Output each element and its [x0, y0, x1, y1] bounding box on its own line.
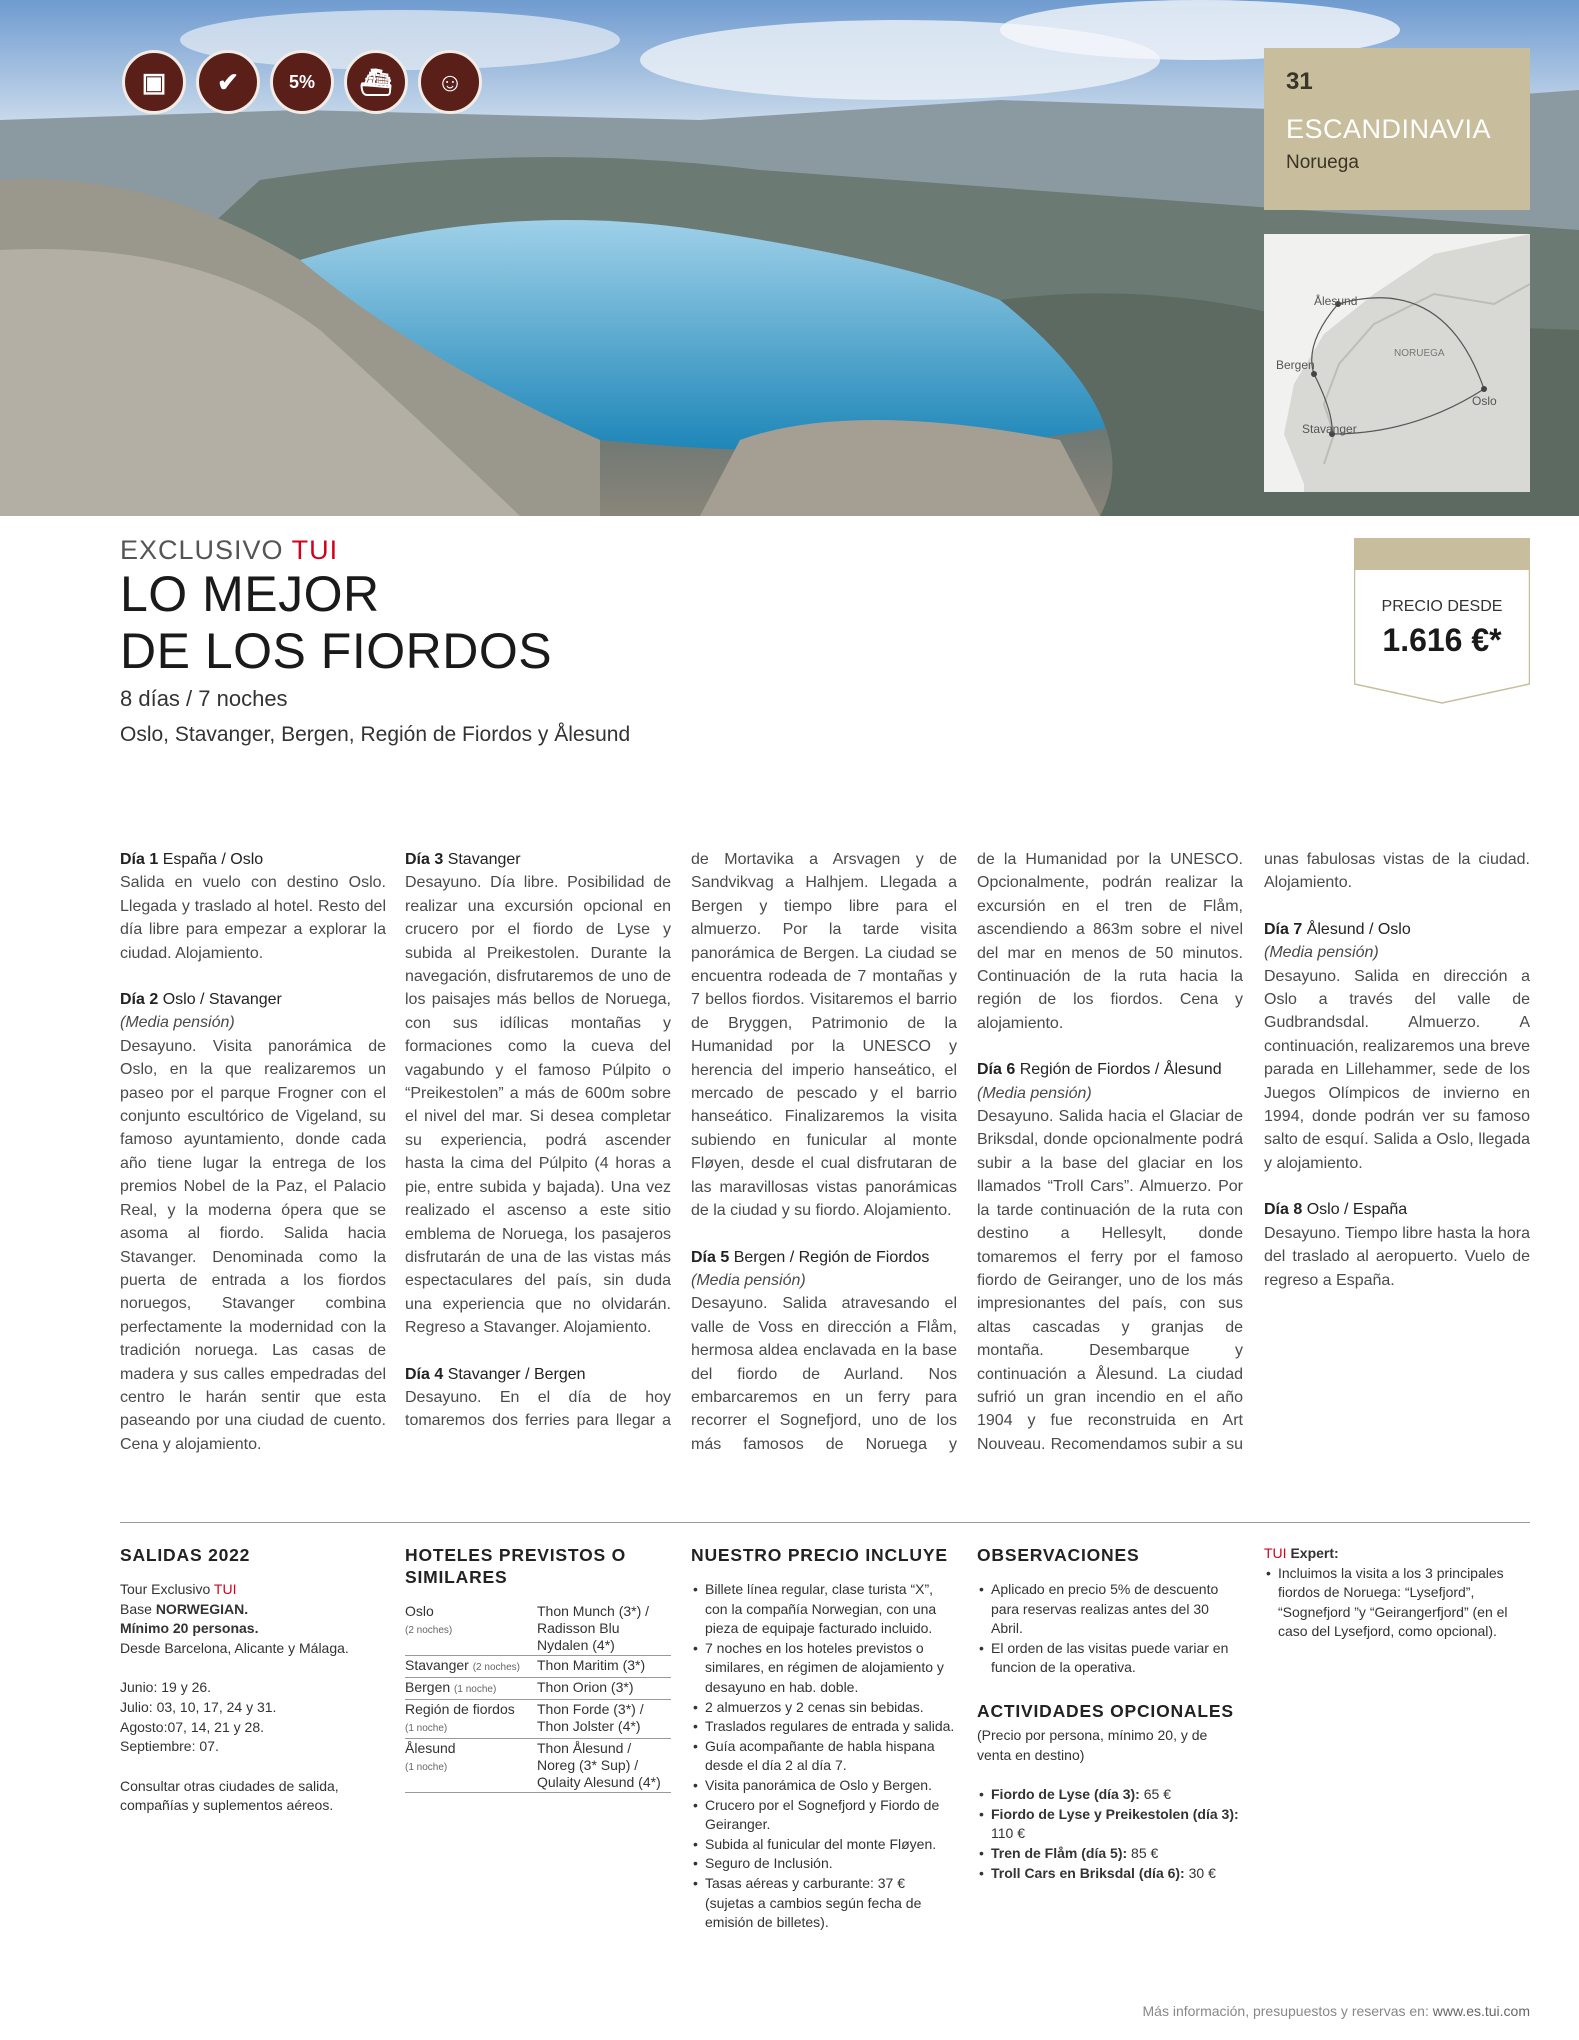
page-number: 31: [1286, 68, 1313, 95]
route-map: [1264, 234, 1530, 492]
list-item: • 2 almuerzos y 2 cenas sin bebidas.: [691, 1698, 957, 1718]
day-4-body: Desayuno. En el día de hoy tomaremos dos ferries para llegar a: [405, 1388, 671, 1430]
day-2-heading: Día 2 Oslo / Stavanger: [120, 991, 282, 1009]
day-5-body: Desayuno. Salida atravesando el valle de Voss en dirección a Flåm, hermosa aldea enclavada en la base del fiordo de Aurland. Nos embarcaremos en un ferry para recorrer el Sognefjord, uno de los más famosos de Noruega y: [691, 1295, 957, 1453]
day-1-heading: Día 1 España / Oslo: [120, 851, 264, 868]
incluye-section: [691, 1544, 957, 1933]
map-label-noruega: NORUEGA: [1394, 348, 1445, 359]
price-badge-frame: [1354, 538, 1530, 704]
actividades-list: [977, 1785, 1243, 1883]
exclusive-label: [120, 535, 338, 566]
list-item: • Fiordo de Lyse y Preikestolen (día 3): 110 €: [977, 1805, 1243, 1844]
incluye-list: [691, 1580, 957, 1933]
hoteles-heading: HOTELES PREVISTOS O SIMILARES: [405, 1545, 627, 1587]
itinerary-column-4: [977, 848, 1243, 1456]
salidas-junio: Junio: 19 y 26.: [120, 1679, 212, 1696]
salidas-tour: Tour Exclusivo TUI: [120, 1581, 237, 1597]
hotels-table: [405, 1602, 671, 1793]
day-7-meal-plan: (Media pensión): [1264, 944, 1379, 962]
observaciones-heading: OBSERVACIONES: [977, 1545, 1140, 1565]
day-2-meal-plan: (Media pensión): [120, 1014, 235, 1032]
list-item: • Aplicado en precio 5% de descuento para reservas realizas antes del 30 Abril.: [977, 1580, 1243, 1639]
salidas-consultar: Consultar otras ciudades de salida, compañías y suplementos aéreos.: [120, 1777, 339, 1814]
map-label-stavanger: Stavanger: [1302, 422, 1357, 436]
salidas-agosto: Agosto:07, 14, 21 y 28.: [120, 1718, 264, 1735]
laptop-icon: ▣: [122, 50, 186, 114]
table-row: Stavanger (2 noches) Thon Maritim (3*): [405, 1656, 671, 1678]
tui-smile-icon: ☺: [418, 50, 482, 114]
table-row: Oslo (2 noches) Thon Munch (3*) / Radisson Blu Nydalen (4*): [405, 1602, 671, 1656]
price-value: 1.616 €*: [1382, 622, 1502, 658]
destination-box: [1264, 48, 1530, 210]
itinerary-column-3: [691, 848, 957, 1456]
list-item: • Crucero por el Sognefjord y Fiordo de Geiranger.: [691, 1796, 957, 1835]
list-item: • Guía acompañante de habla hispana desde el día 2 al día 7.: [691, 1737, 957, 1776]
itinerary-column-2: [405, 848, 671, 1433]
tui-expert-section: [1264, 1544, 1530, 1642]
footer-text: Más información, presupuestos y reservas en:: [1142, 2003, 1433, 2019]
day-6-heading: Día 6 Región de Fiordos / Ålesund: [977, 1061, 1222, 1079]
salidas-heading: SALIDAS 2022: [120, 1545, 251, 1565]
page-title: [120, 566, 552, 680]
day-4-body-continued: de Mortavika a Arsvagen y de Sandvikvag a Halhjem. Llegada a Bergen y tiempo libre para el almuerzo. Por la tarde visita panorámica de Bergen. La ciudad se encuentra rodeada de 7 montañas y 7 bellos fiordos. Visitaremos el barrio de Bryggen, Patrimonio de la Humanidad por la UNESCO y herencia del imperio hanseático, el mercado de pescado y el barrio hanseático. Finalizaremos la visita subiendo en funicular al monte Fløyen, desde el cual disfrutaran de las maravillosas vistas panorámicas de la ciudad y su fiordo. Alojamiento.: [691, 851, 957, 1220]
day-3-heading: Día 3 Stavanger: [405, 851, 521, 868]
day-2-body: Desayuno. Visita panorámica de Oslo, en la que realizaremos un paseo por el parque Frogner con el conjunto escultórico de Vigeland, su famoso ayuntamiento, donde cada año tiene lugar la entrega de los premios Nobel de la Paz, el Palacio Real, y la moderna ópera que se asoma al fiordo. Salida hacia Stavanger. Denominada como la puerta de entrada a los fiordos noruegos, Stavanger combina perfectamente la modernidad con la tradición noruega. Las casas de madera y sus calles empedradas del centro le harán sentir que esta paseando por una ciudad de cuento. Cena y alojamiento.: [120, 1037, 386, 1453]
price-label: PRECIO DESDE: [1381, 598, 1503, 615]
actividades-note: (Precio por persona, mínimo 20, y de venta en destino): [977, 1726, 1208, 1763]
day-8-heading: Día 8 Oslo / España: [1264, 1201, 1408, 1219]
discount-icon: 5%: [270, 50, 334, 114]
map-label-alesund: Ålesund: [1314, 294, 1358, 308]
day-8-body: Desayuno. Tiempo libre hasta la hora del traslado al aeropuerto. Vuelo de regreso a España.: [1264, 1224, 1530, 1289]
salidas-minimo: Mínimo 20 personas.: [120, 1620, 259, 1637]
price-badge: [1354, 538, 1530, 704]
list-item: • 7 noches en los hoteles previstos o similares, en régimen de alojamiento y desayuno en hab. doble.: [691, 1639, 957, 1698]
list-item: • Subida al funicular del monte Fløyen.: [691, 1835, 957, 1855]
incluye-heading: NUESTRO PRECIO INCLUYE: [691, 1545, 948, 1565]
list-item: • El orden de las visitas puede variar en funcion de la operativa.: [977, 1639, 1243, 1678]
list-item: • Fiordo de Lyse (día 3): 65 €: [977, 1785, 1243, 1805]
feature-icons: [122, 50, 482, 114]
list-item: • Seguro de Inclusión.: [691, 1854, 957, 1874]
day-3-body: Desayuno. Día libre. Posibilidad de realizar una excursión opcional en crucero por el fiordo de Lyse y subida al Preikestolen. Durante la navegación, disfrutaremos de uno de los paisajes más bellos de Noruega, con sus idílicas montañas y formaciones como la cueva del vagabundo y el famoso Púlpito o “Preikestolen” a más de 600m sobre el nivel del mar. Si desea completar su experiencia, podrá ascender hasta la cima del Púlpito (4 horas a pie, entre subida y bajada). Una vez realizado el ascenso a este sitio emblema de Noruega, los pasajeros disfrutarán de una de las vistas más espectaculares del país, sin duda una experiencia que no olvidarán. Regreso a Stavanger. Alojamiento.: [405, 874, 671, 1337]
footer-url[interactable]: www.es.tui.com: [1432, 2003, 1530, 2019]
list-item: • Billete línea regular, clase turista “X”, con la compañía Norwegian, con una pieza de equipaje facturado incluido.: [691, 1580, 957, 1639]
list-item: • Visita panorámica de Oslo y Bergen.: [691, 1776, 957, 1796]
title-line-1: LO MEJOR: [120, 566, 380, 622]
day-4-heading: Día 4 Stavanger / Bergen: [405, 1365, 586, 1383]
salidas-base: Base NORWEGIAN.: [120, 1600, 249, 1617]
list-item: • Troll Cars en Briksdal (día 6): 30 €: [977, 1864, 1243, 1884]
hoteles-section: [405, 1544, 671, 1793]
itinerary-column-5: [1264, 848, 1530, 1292]
tui-expert-heading: TUI Expert:: [1264, 1545, 1339, 1561]
observaciones-section: [977, 1544, 1243, 1883]
list-item: • Incluimos la visita a los 3 principales fiordos de Noruega: “Lysefjord”, “Sognefjord ”y “Geirangerfjord” (en el caso del Lysefjord, como opcional).: [1264, 1564, 1530, 1642]
itinerary-column-1: [120, 848, 386, 1456]
table-row: Ålesund (1 noche) Thon Ålesund / Noreg (3* Sup) / Qulaity Alesund (4*): [405, 1739, 671, 1793]
footer: [1143, 2003, 1531, 2019]
list-item: • Tasas aéreas y carburante: 37 € (sujetas a cambios según fecha de emisión de billetes).: [691, 1874, 957, 1933]
trip-route: Oslo, Stavanger, Bergen, Región de Fiordos y Ålesund: [120, 723, 631, 746]
day-6-body: Desayuno. Salida hacia el Glaciar de Briksdal, donde opcionalmente podrá subir a la base del glaciar en los llamados “Troll Cars”. Almuerzo. Por la tarde continuación de la ruta con destino a Hellesylt, donde tomaremos el ferry por el famoso fiordo de Geiranger, uno de los más impresionantes del país, con sus altas cascadas y granjas de montaña. Desembarque y continuación a Ålesund. La ciudad sufrió un gran incendio en el año 1904 y fue reconstruida en Art Nouveau. Recomendamos subir a su: [977, 1108, 1243, 1453]
ship-icon: ⛴: [344, 50, 408, 114]
table-row: Bergen (1 noche) Thon Orion (3*): [405, 1678, 671, 1700]
day-5-body-continued: de la Humanidad por la UNESCO. Opcionalmente, podrán realizar la excursión en el tren de Flåm, ascendiendo a 863m sobre el nivel del mar en menos de 50 minutos. Continuación de la ruta hacia la región de los fiordos. Cena y alojamiento.: [977, 851, 1243, 1032]
observaciones-list: [977, 1580, 1243, 1678]
salidas-section: [120, 1544, 380, 1816]
salidas-septiembre: Septiembre: 07.: [120, 1738, 219, 1755]
map-label-oslo: Oslo: [1472, 394, 1497, 408]
salidas-desde: Desde Barcelona, Alicante y Málaga.: [120, 1639, 349, 1656]
actividades-heading: ACTIVIDADES OPCIONALES: [977, 1700, 1234, 1721]
section-divider: [120, 1522, 1530, 1523]
day-1-body: Salida en vuelo con destino Oslo. Llegada y traslado al hotel. Resto del día libre para empezar a explorar la ciudad. Alojamiento.: [120, 874, 386, 962]
trip-duration: 8 días / 7 noches: [120, 686, 288, 711]
day-5-heading: Día 5 Bergen / Región de Fiordos: [691, 1248, 930, 1266]
list-item: • Tren de Flåm (día 5): 85 €: [977, 1844, 1243, 1864]
tui-expert-list: [1264, 1564, 1530, 1642]
list-item: • Traslados regulares de entrada y salida.: [691, 1717, 957, 1737]
day-6-body-continued: unas fabulosas vistas de la ciudad. Alojamiento.: [1264, 851, 1530, 892]
check-icon: ✔: [196, 50, 260, 114]
map-label-bergen: Bergen: [1276, 358, 1315, 372]
day-7-body: Desayuno. Salida en dirección a Oslo a través del valle de Gudbrandsdal. Almuerzo. A continuación, realizaremos una breve parada en Lillehammer, sede de los Juegos Olímpicos de invierno en 1994, donde podrán ver su famoso salto de esquí. Salida a Oslo, llegada y alojamiento.: [1264, 967, 1530, 1172]
day-7-heading: Día 7 Ålesund / Oslo: [1264, 920, 1411, 938]
day-6-meal-plan: (Media pensión): [977, 1084, 1092, 1102]
exclusive-text: EXCLUSIVO: [120, 535, 292, 565]
exclusive-tui: TUI: [291, 535, 339, 565]
table-row: Región de fiordos (1 noche) Thon Forde (3*) / Thon Jolster (4*): [405, 1700, 671, 1739]
salidas-julio: Julio: 03, 10, 17, 24 y 31.: [120, 1698, 277, 1715]
day-5-meal-plan: (Media pensión): [691, 1271, 806, 1289]
destination-country: Noruega: [1286, 152, 1359, 173]
title-line-2: DE LOS FIORDOS: [120, 623, 553, 679]
destination-region: ESCANDINAVIA: [1286, 114, 1492, 144]
